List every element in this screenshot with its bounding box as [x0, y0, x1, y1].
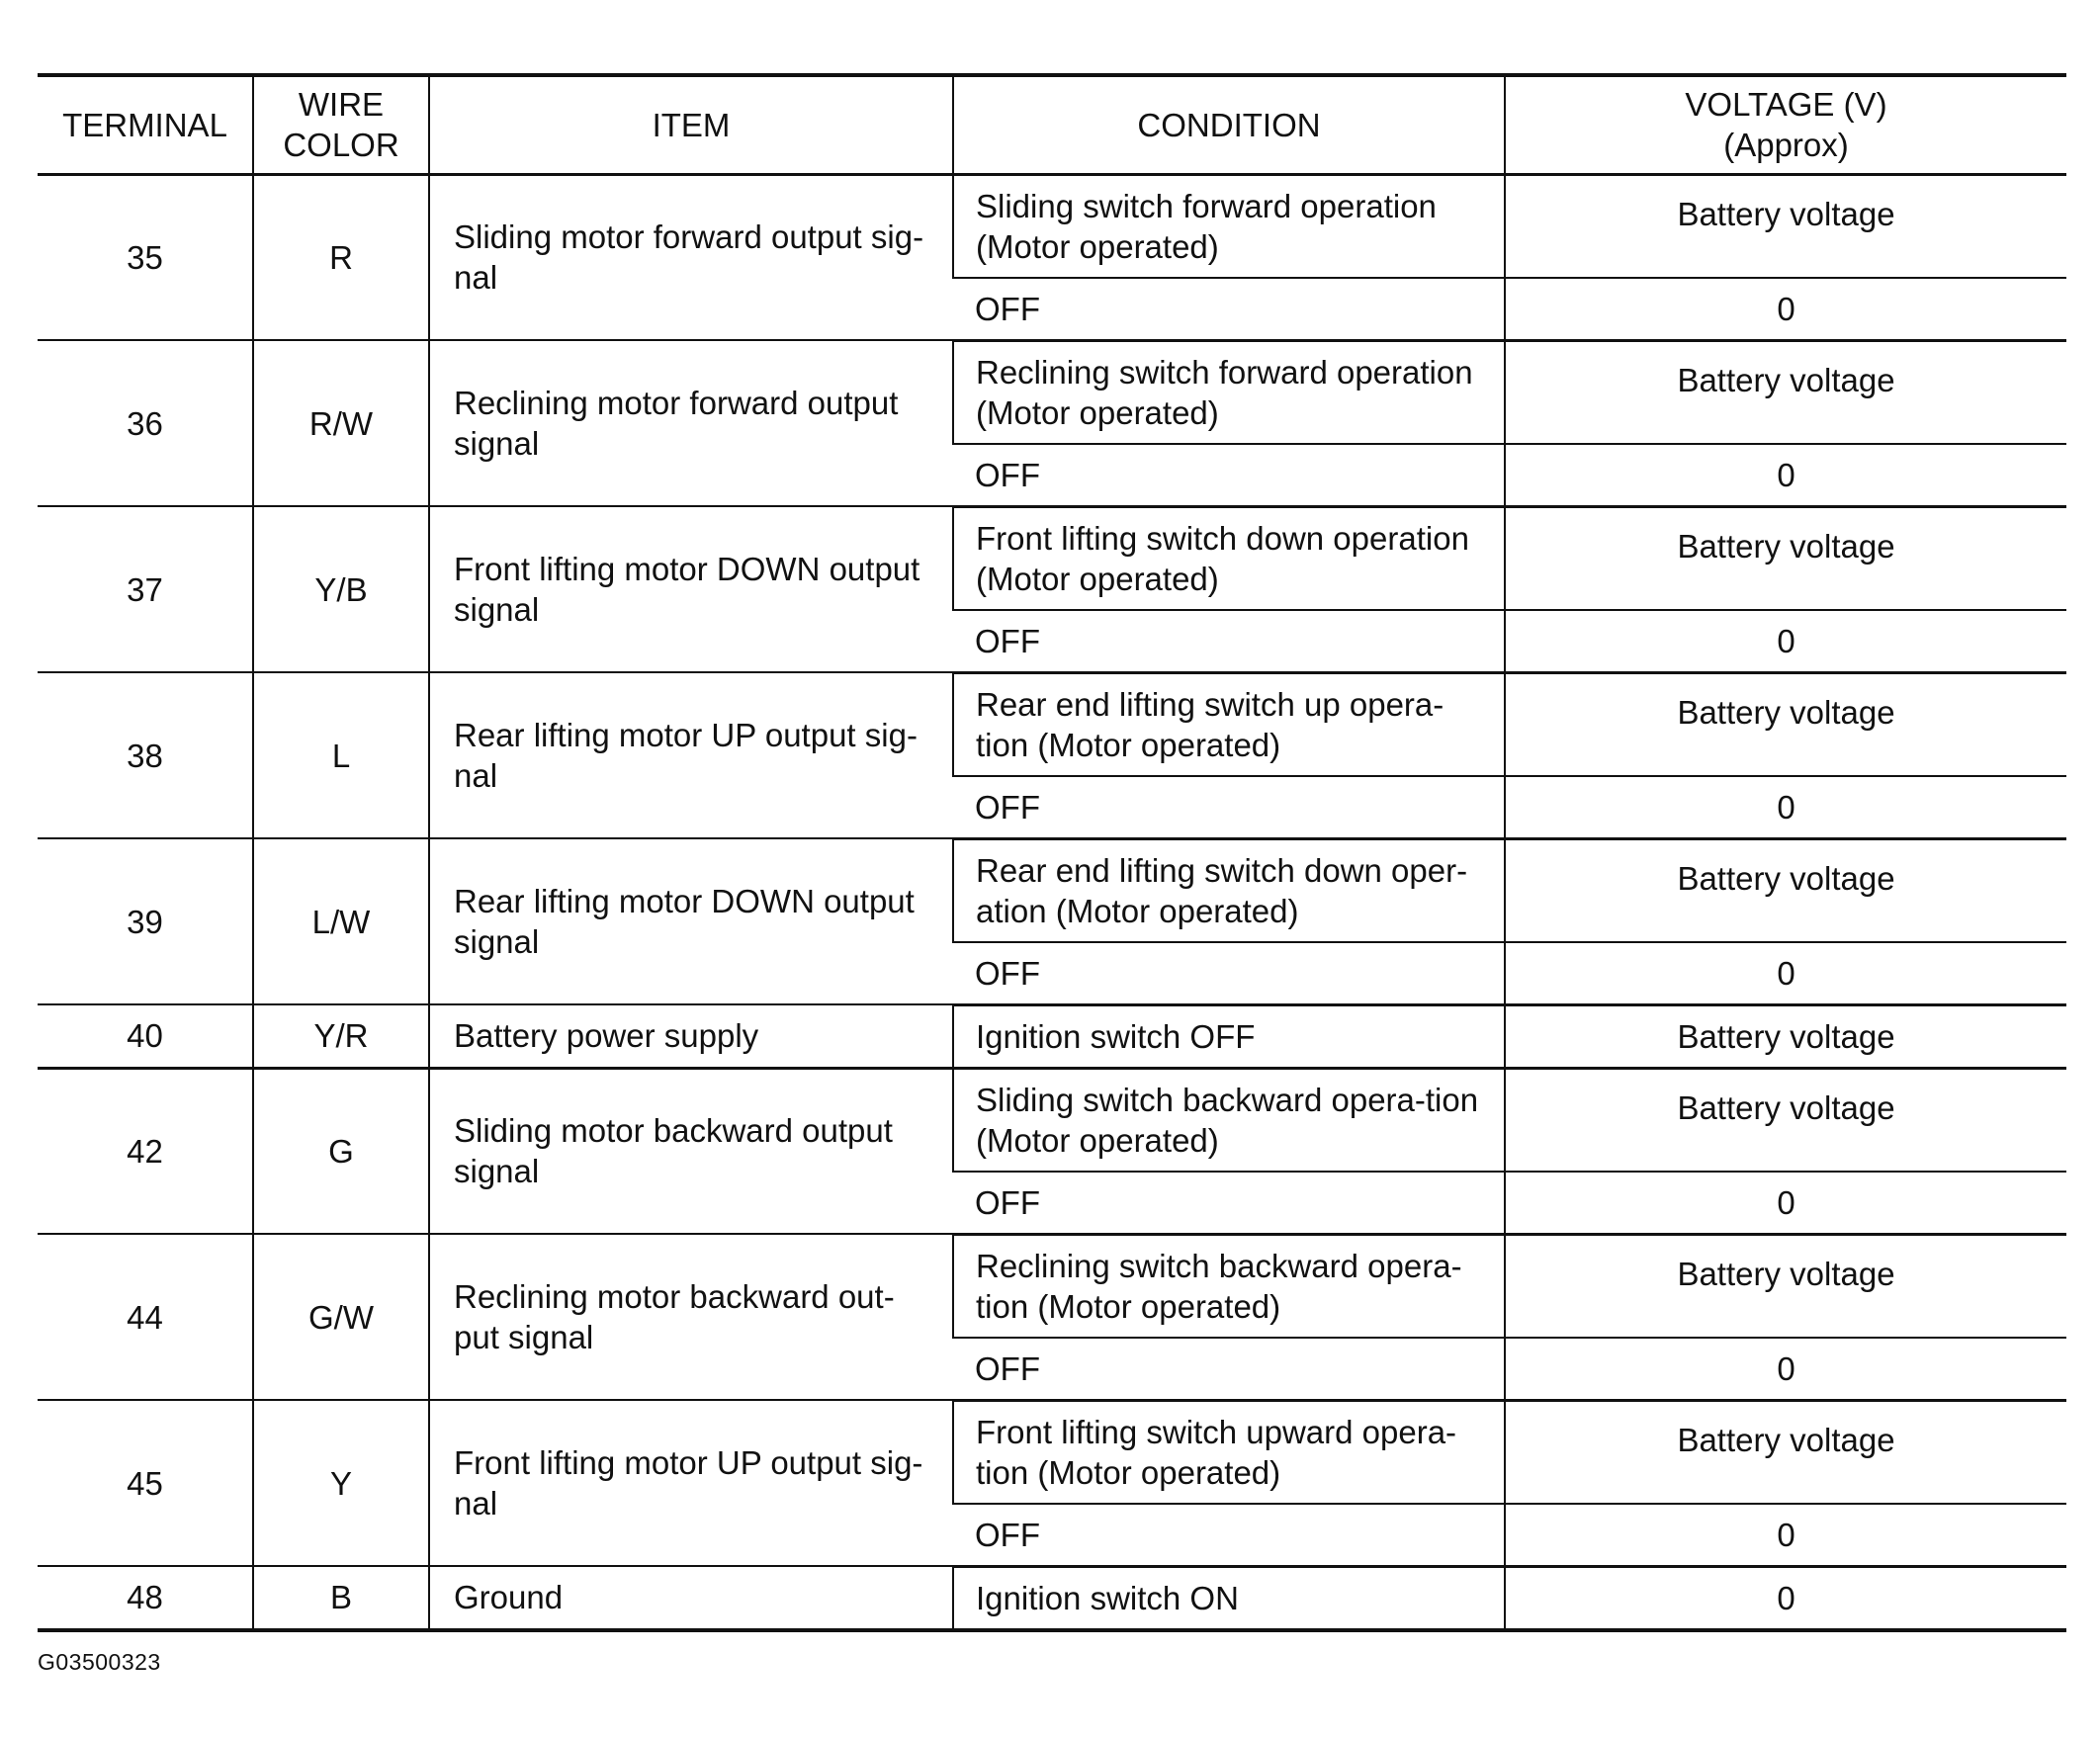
terminal-cell: 44: [38, 1234, 253, 1400]
voltage-cell-text: Battery voltage: [1677, 1256, 1895, 1292]
voltage-cell-text: Battery voltage: [1677, 860, 1895, 897]
terminal-cell: 39: [38, 838, 253, 1004]
voltage-off-cell: 0: [1505, 444, 2066, 507]
voltage-off-cell: 0: [1505, 1504, 2066, 1567]
item-cell: Sliding motor backward output signal: [429, 1068, 953, 1234]
condition-off-cell: OFF: [953, 776, 1505, 839]
condition-cell: Ignition switch ON: [953, 1566, 1505, 1630]
voltage-cell: [1505, 838, 2066, 942]
terminal-cell: 40: [38, 1004, 253, 1068]
condition-cell: Sliding switch backward opera-tion (Motor operated): [953, 1068, 1505, 1172]
voltage-cell-text: Battery voltage: [1677, 1422, 1895, 1458]
table-row: [38, 1234, 2066, 1338]
table-row: [38, 1068, 2066, 1172]
voltage-cell-text: Battery voltage: [1677, 528, 1895, 565]
condition-off-cell: OFF: [953, 942, 1505, 1005]
terminal-table-container: [38, 73, 2066, 1632]
table-row: [38, 1400, 2066, 1504]
header-item: ITEM: [429, 75, 953, 174]
voltage-cell: Battery voltage: [1505, 1004, 2066, 1068]
item-cell: Reclining motor forward output signal: [429, 340, 953, 506]
voltage-off-cell: 0: [1505, 776, 2066, 839]
voltage-cell-text: Battery voltage: [1677, 196, 1895, 232]
voltage-cell: [1505, 1400, 2066, 1504]
condition-off-cell: OFF: [953, 1172, 1505, 1235]
wire-color-cell: B: [253, 1566, 429, 1630]
table-row: [38, 672, 2066, 776]
item-cell: Rear lifting motor UP output sig-nal: [429, 672, 953, 838]
wire-color-cell: L: [253, 672, 429, 838]
header-wire-color: [253, 75, 429, 174]
terminal-cell: 36: [38, 340, 253, 506]
wire-color-cell: Y: [253, 1400, 429, 1566]
table-row: [38, 838, 2066, 942]
table-row: [38, 340, 2066, 444]
table-body: [38, 174, 2066, 1630]
condition-off-cell: OFF: [953, 610, 1505, 673]
header-voltage: [1505, 75, 2066, 174]
header-condition: CONDITION: [953, 75, 1505, 174]
voltage-off-cell: 0: [1505, 942, 2066, 1005]
item-cell: Ground: [429, 1566, 953, 1630]
wire-color-cell: Y/B: [253, 506, 429, 672]
voltage-off-cell: 0: [1505, 1172, 2066, 1235]
voltage-off-cell: 0: [1505, 610, 2066, 673]
condition-off-cell: OFF: [953, 444, 1505, 507]
header-row: [38, 75, 2066, 174]
figure-code: G03500323: [38, 1649, 161, 1675]
header-voltage-line2: (Approx): [1723, 127, 1849, 164]
condition-cell: Sliding switch forward operation (Motor operated): [953, 174, 1505, 278]
voltage-cell: [1505, 1068, 2066, 1172]
header-terminal: TERMINAL: [38, 75, 253, 174]
wire-color-cell: R: [253, 174, 429, 340]
condition-cell: Reclining switch backward opera-tion (Motor operated): [953, 1234, 1505, 1338]
terminal-voltage-table: [38, 73, 2066, 1632]
wire-color-cell: L/W: [253, 838, 429, 1004]
terminal-cell: 48: [38, 1566, 253, 1630]
voltage-off-cell: 0: [1505, 1338, 2066, 1401]
table-row: [38, 174, 2066, 278]
voltage-cell: [1505, 340, 2066, 444]
table-row: [38, 1004, 2066, 1068]
terminal-cell: 38: [38, 672, 253, 838]
condition-off-cell: OFF: [953, 278, 1505, 341]
wire-color-cell: G/W: [253, 1234, 429, 1400]
voltage-cell-text: Battery voltage: [1677, 694, 1895, 731]
terminal-cell: 35: [38, 174, 253, 340]
condition-off-cell: OFF: [953, 1338, 1505, 1401]
condition-off-cell: OFF: [953, 1504, 1505, 1567]
terminal-cell: 45: [38, 1400, 253, 1566]
voltage-cell-text: Battery voltage: [1677, 1089, 1895, 1126]
voltage-off-cell: 0: [1505, 278, 2066, 341]
voltage-cell: 0: [1505, 1566, 2066, 1630]
terminal-cell: 42: [38, 1068, 253, 1234]
condition-cell: Rear end lifting switch up opera-tion (Motor operated): [953, 672, 1505, 776]
voltage-cell-text: Battery voltage: [1677, 362, 1895, 398]
item-cell: Reclining motor backward out-put signal: [429, 1234, 953, 1400]
wire-color-cell: G: [253, 1068, 429, 1234]
condition-cell: Ignition switch OFF: [953, 1004, 1505, 1068]
wire-color-cell: Y/R: [253, 1004, 429, 1068]
item-cell: Battery power supply: [429, 1004, 953, 1068]
voltage-cell: [1505, 1234, 2066, 1338]
condition-cell: Rear end lifting switch down oper-ation (Motor operated): [953, 838, 1505, 942]
item-cell: Front lifting motor UP output sig-nal: [429, 1400, 953, 1566]
voltage-cell: [1505, 506, 2066, 610]
header-voltage-line1: VOLTAGE (V): [1685, 86, 1887, 124]
condition-cell: Front lifting switch down operation (Motor operated): [953, 506, 1505, 610]
header-wire-color-line1: WIRE: [298, 86, 385, 124]
table-row: [38, 506, 2066, 610]
header-wire-color-line2: COLOR: [283, 127, 399, 164]
item-cell: Front lifting motor DOWN output signal: [429, 506, 953, 672]
terminal-cell: 37: [38, 506, 253, 672]
condition-cell: Front lifting switch upward opera-tion (Motor operated): [953, 1400, 1505, 1504]
table-row: [38, 1566, 2066, 1630]
wire-color-cell: R/W: [253, 340, 429, 506]
item-cell: Sliding motor forward output sig-nal: [429, 174, 953, 340]
voltage-cell: [1505, 174, 2066, 278]
voltage-cell: [1505, 672, 2066, 776]
condition-cell: Reclining switch forward operation (Motor operated): [953, 340, 1505, 444]
item-cell: Rear lifting motor DOWN output signal: [429, 838, 953, 1004]
